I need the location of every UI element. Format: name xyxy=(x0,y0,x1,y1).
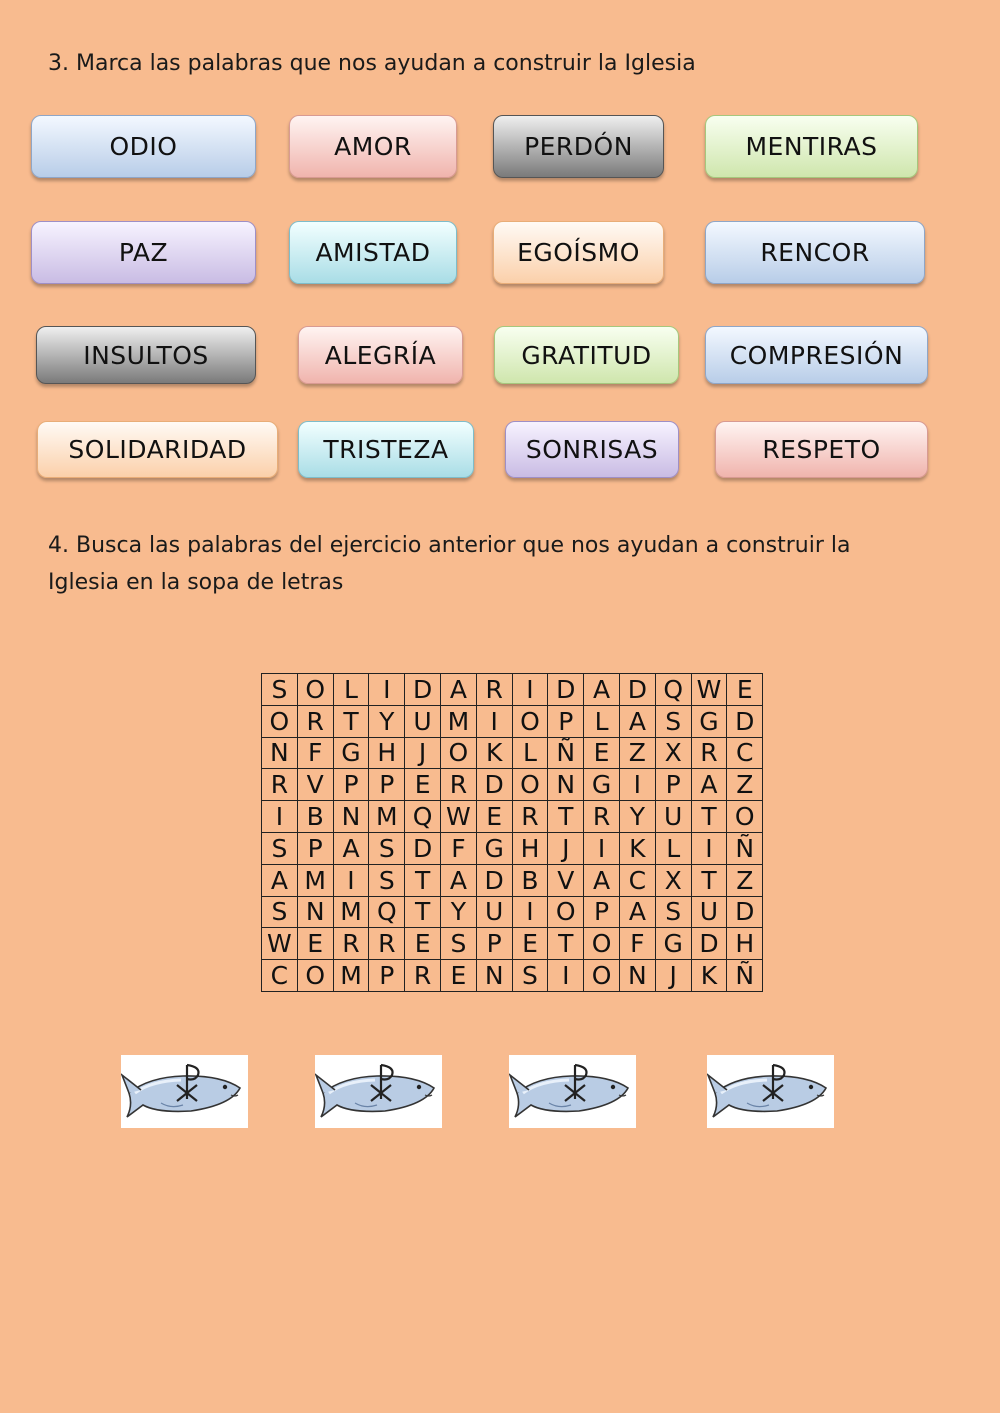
grid-cell[interactable]: I xyxy=(584,832,620,864)
grid-cell[interactable]: D xyxy=(727,705,763,737)
grid-cell[interactable]: O xyxy=(262,705,298,737)
grid-cell[interactable]: A xyxy=(619,896,655,928)
grid-cell[interactable]: A xyxy=(333,832,369,864)
grid-cell[interactable]: S xyxy=(369,864,405,896)
word-chip-perdon[interactable]: PERDÓN xyxy=(493,115,664,178)
grid-cell[interactable]: E xyxy=(440,960,476,992)
grid-cell[interactable]: G xyxy=(584,769,620,801)
chi-rho-fish-icon[interactable] xyxy=(315,1055,442,1128)
grid-cell[interactable]: Y xyxy=(369,705,405,737)
grid-cell[interactable]: H xyxy=(512,832,548,864)
grid-cell[interactable]: S xyxy=(262,832,298,864)
grid-cell[interactable]: R xyxy=(476,674,512,706)
grid-cell[interactable]: E xyxy=(405,928,441,960)
grid-cell[interactable]: T xyxy=(548,928,584,960)
grid-cell[interactable]: F xyxy=(619,928,655,960)
grid-cell[interactable]: I xyxy=(476,705,512,737)
grid-cell[interactable]: E xyxy=(727,674,763,706)
grid-cell[interactable]: I xyxy=(262,801,298,833)
grid-cell[interactable]: A xyxy=(262,864,298,896)
word-chip-solidaridad[interactable]: SOLIDARIDAD xyxy=(37,421,278,478)
grid-cell[interactable]: A xyxy=(584,674,620,706)
grid-cell[interactable]: F xyxy=(440,832,476,864)
grid-cell[interactable]: R xyxy=(405,960,441,992)
grid-cell[interactable]: O xyxy=(440,737,476,769)
grid-cell[interactable]: A xyxy=(440,864,476,896)
grid-cell[interactable]: R xyxy=(440,769,476,801)
grid-cell[interactable]: G xyxy=(655,928,691,960)
grid-cell[interactable]: W xyxy=(440,801,476,833)
grid-cell[interactable]: T xyxy=(691,801,727,833)
grid-cell[interactable]: Y xyxy=(440,896,476,928)
grid-cell[interactable]: N xyxy=(333,801,369,833)
grid-cell[interactable]: B xyxy=(512,864,548,896)
grid-cell[interactable]: G xyxy=(333,737,369,769)
grid-cell[interactable]: P xyxy=(369,960,405,992)
grid-cell[interactable]: I xyxy=(691,832,727,864)
word-chip-insultos[interactable]: INSULTOS xyxy=(36,326,256,384)
grid-cell[interactable]: A xyxy=(440,674,476,706)
exercise-3-title: 3. Marca las palabras que nos ayudan a construir la Iglesia xyxy=(48,51,696,76)
grid-cell[interactable]: I xyxy=(512,896,548,928)
grid-cell[interactable]: N xyxy=(297,896,333,928)
grid-cell[interactable]: M xyxy=(440,705,476,737)
grid-cell[interactable]: A xyxy=(619,705,655,737)
grid-cell[interactable]: R xyxy=(297,705,333,737)
grid-cell[interactable]: B xyxy=(297,801,333,833)
grid-row xyxy=(262,705,763,737)
grid-cell[interactable]: C xyxy=(727,737,763,769)
grid-cell[interactable]: T xyxy=(691,864,727,896)
grid-cell[interactable]: C xyxy=(262,960,298,992)
grid-cell[interactable]: S xyxy=(262,896,298,928)
grid-cell[interactable]: Z xyxy=(727,769,763,801)
grid-cell[interactable]: N xyxy=(548,769,584,801)
grid-row xyxy=(262,737,763,769)
grid-cell[interactable]: K xyxy=(476,737,512,769)
grid-cell[interactable]: J xyxy=(548,832,584,864)
word-chip-gratitud[interactable]: GRATITUD xyxy=(494,326,679,384)
grid-cell[interactable]: C xyxy=(619,864,655,896)
chi-rho-fish-icon[interactable] xyxy=(509,1055,636,1128)
grid-cell[interactable]: O xyxy=(548,896,584,928)
grid-cell[interactable]: T xyxy=(548,801,584,833)
grid-cell[interactable]: H xyxy=(369,737,405,769)
grid-cell[interactable]: N xyxy=(619,960,655,992)
grid-cell[interactable]: A xyxy=(691,769,727,801)
grid-cell[interactable]: O xyxy=(512,769,548,801)
grid-cell[interactable]: S xyxy=(655,896,691,928)
grid-row xyxy=(262,928,763,960)
grid-cell[interactable]: Q xyxy=(369,896,405,928)
grid-cell[interactable]: Z xyxy=(727,864,763,896)
grid-cell[interactable]: U xyxy=(655,801,691,833)
grid-cell[interactable]: I xyxy=(369,674,405,706)
grid-cell[interactable]: L xyxy=(512,737,548,769)
word-chip-tristeza[interactable]: TRISTEZA xyxy=(298,421,474,478)
grid-cell[interactable]: R xyxy=(691,737,727,769)
grid-cell[interactable]: P xyxy=(655,769,691,801)
grid-cell[interactable]: A xyxy=(584,864,620,896)
grid-cell[interactable]: Y xyxy=(619,801,655,833)
grid-cell[interactable]: L xyxy=(333,674,369,706)
grid-cell[interactable]: Ñ xyxy=(727,832,763,864)
word-chip-sonrisas[interactable]: SONRISAS xyxy=(505,421,679,478)
grid-cell[interactable]: O xyxy=(727,801,763,833)
grid-cell[interactable]: P xyxy=(297,832,333,864)
grid-cell[interactable]: D xyxy=(405,674,441,706)
grid-cell[interactable]: S xyxy=(262,674,298,706)
grid-cell[interactable]: S xyxy=(440,928,476,960)
grid-cell[interactable]: U xyxy=(691,896,727,928)
grid-cell[interactable]: O xyxy=(584,928,620,960)
grid-cell[interactable]: V xyxy=(548,864,584,896)
word-chip-amistad[interactable]: AMISTAD xyxy=(289,221,457,284)
grid-cell[interactable]: E xyxy=(405,769,441,801)
grid-row xyxy=(262,674,763,706)
grid-row xyxy=(262,896,763,928)
grid-cell[interactable]: N xyxy=(476,960,512,992)
grid-cell[interactable]: J xyxy=(655,960,691,992)
chi-rho-fish-icon[interactable] xyxy=(707,1055,834,1128)
grid-cell[interactable]: S xyxy=(655,705,691,737)
grid-cell[interactable]: F xyxy=(297,737,333,769)
grid-cell[interactable]: L xyxy=(584,705,620,737)
grid-cell[interactable]: I xyxy=(512,674,548,706)
word-chip-alegria[interactable]: ALEGRÍA xyxy=(298,326,463,384)
chi-rho-fish-icon[interactable] xyxy=(121,1055,248,1128)
exercise-4-title: 4. Busca las palabras del ejercicio anterior que nos ayudan a construir la Iglesia en la sopa de letras xyxy=(48,533,851,595)
word-chip-odio[interactable]: ODIO xyxy=(31,115,256,178)
grid-cell[interactable]: E xyxy=(584,737,620,769)
grid-cell[interactable]: R xyxy=(512,801,548,833)
word-chip-amor[interactable]: AMOR xyxy=(289,115,457,178)
grid-cell[interactable]: Q xyxy=(405,801,441,833)
grid-cell[interactable]: D xyxy=(691,928,727,960)
grid-cell[interactable]: W xyxy=(262,928,298,960)
grid-cell[interactable]: R xyxy=(369,928,405,960)
grid-cell[interactable]: Ñ xyxy=(548,737,584,769)
grid-cell[interactable]: L xyxy=(655,832,691,864)
grid-cell[interactable]: M xyxy=(333,896,369,928)
grid-cell[interactable]: D xyxy=(405,832,441,864)
grid-cell[interactable]: O xyxy=(584,960,620,992)
grid-cell[interactable]: X xyxy=(655,737,691,769)
grid-cell[interactable]: O xyxy=(297,674,333,706)
grid-cell[interactable]: W xyxy=(691,674,727,706)
grid-cell[interactable]: O xyxy=(512,705,548,737)
grid-cell[interactable]: N xyxy=(262,737,298,769)
grid-cell[interactable]: S xyxy=(512,960,548,992)
grid-cell[interactable]: T xyxy=(405,896,441,928)
grid-row xyxy=(262,832,763,864)
grid-cell[interactable]: D xyxy=(727,896,763,928)
grid-cell[interactable]: I xyxy=(619,769,655,801)
grid-cell[interactable]: P xyxy=(584,896,620,928)
word-chip-mentiras[interactable]: MENTIRAS xyxy=(705,115,918,178)
word-chip-compresion[interactable]: COMPRESIÓN xyxy=(705,326,928,384)
grid-cell[interactable]: M xyxy=(297,864,333,896)
grid-cell[interactable]: D xyxy=(619,674,655,706)
grid-row xyxy=(262,864,763,896)
word-chip-paz[interactable]: PAZ xyxy=(31,221,256,284)
grid-cell[interactable]: I xyxy=(548,960,584,992)
grid-cell[interactable]: K xyxy=(691,960,727,992)
grid-cell[interactable]: S xyxy=(369,832,405,864)
grid-cell[interactable]: M xyxy=(333,960,369,992)
grid-cell[interactable]: E xyxy=(476,801,512,833)
grid-cell[interactable]: R xyxy=(584,801,620,833)
grid-cell[interactable]: O xyxy=(297,960,333,992)
grid-cell[interactable]: R xyxy=(333,928,369,960)
grid-cell[interactable]: K xyxy=(619,832,655,864)
grid-cell[interactable]: P xyxy=(369,769,405,801)
grid-cell[interactable]: R xyxy=(262,769,298,801)
word-chip-egoismo[interactable]: EGOÍSMO xyxy=(493,221,664,284)
word-chip-rencor[interactable]: RENCOR xyxy=(705,221,925,284)
grid-cell[interactable]: X xyxy=(655,864,691,896)
grid-cell[interactable]: P xyxy=(476,928,512,960)
grid-cell[interactable]: G xyxy=(691,705,727,737)
grid-row xyxy=(262,801,763,833)
grid-cell[interactable]: Q xyxy=(655,674,691,706)
grid-cell[interactable]: P xyxy=(333,769,369,801)
grid-cell[interactable]: E xyxy=(512,928,548,960)
grid-row xyxy=(262,960,763,992)
grid-row xyxy=(262,769,763,801)
grid-cell[interactable]: D xyxy=(548,674,584,706)
grid-cell[interactable]: Z xyxy=(619,737,655,769)
grid-cell[interactable]: I xyxy=(333,864,369,896)
grid-cell[interactable]: V xyxy=(297,769,333,801)
grid-cell[interactable]: T xyxy=(333,705,369,737)
grid-cell[interactable]: J xyxy=(405,737,441,769)
word-search-grid xyxy=(261,673,763,992)
grid-cell[interactable]: P xyxy=(548,705,584,737)
grid-cell[interactable]: H xyxy=(727,928,763,960)
grid-cell[interactable]: E xyxy=(297,928,333,960)
grid-cell[interactable]: D xyxy=(476,864,512,896)
grid-cell[interactable]: Ñ xyxy=(727,960,763,992)
grid-cell[interactable]: G xyxy=(476,832,512,864)
grid-cell[interactable]: T xyxy=(405,864,441,896)
grid-cell[interactable]: U xyxy=(405,705,441,737)
grid-cell[interactable]: U xyxy=(476,896,512,928)
word-chip-respeto[interactable]: RESPETO xyxy=(715,421,928,478)
grid-cell[interactable]: D xyxy=(476,769,512,801)
grid-cell[interactable]: M xyxy=(369,801,405,833)
